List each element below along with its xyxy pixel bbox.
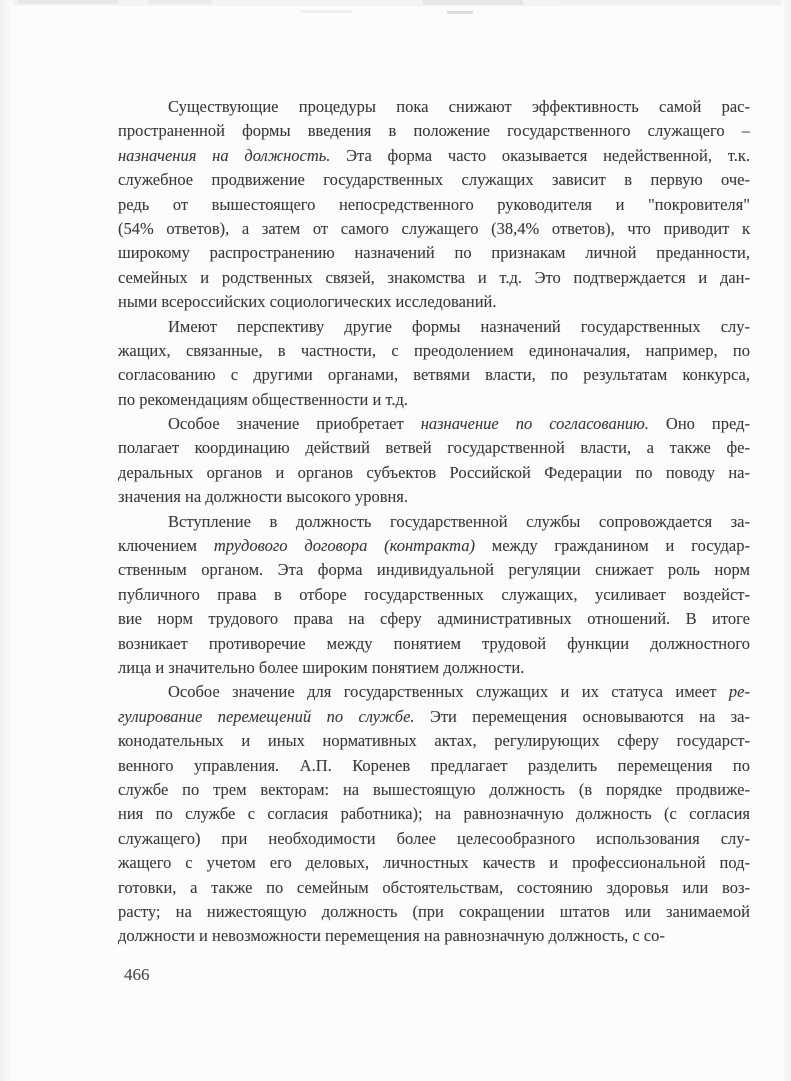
text-line [118,827,750,851]
text-line [118,119,750,143]
scan-edge-right [781,0,791,1081]
text-line [118,656,750,680]
text-line [118,217,750,241]
text-line [118,290,750,314]
text-segment: пространенной формы введения в положение государственного служащего – [118,121,750,141]
text-segment: Эта форма часто оказывается недейственной, т.к. [330,145,750,165]
scan-artifact-dash [423,0,523,5]
scan-artifact-dash [148,0,212,4]
scan-edge-left [0,0,13,1081]
text-segment: Оно пред- [648,414,750,434]
text-segment: публичного права в отборе государственных служащих, усиливает воздейст- [118,584,750,604]
text-segment: готовки, а также по семейным обстоятельствам, состоянию здоровья или воз- [118,877,750,897]
scan-artifact-dash [447,11,473,14]
text-line [118,680,750,704]
text-line [118,900,750,924]
text-line [118,583,750,607]
text-segment: (54% ответов), а затем от самого служащего (38,4% ответов), что приводит к [118,218,750,238]
scan-artifact-dash [300,10,352,13]
text-segment: редь от вышестоящего непосредственного руководителя и "покровителя" [118,194,750,214]
text-segment: жащих, связанные, в частности, с преодолением единоначалия, например, по [118,340,750,360]
text-line [118,558,750,582]
text-line [118,193,750,217]
text-segment: ственным органом. Эта форма индивидуальной регуляции снижает роль норм [118,560,750,580]
paragraph [118,412,750,510]
text-line [118,266,750,290]
text-line [118,388,750,412]
text-segment: Имеют перспективу другие формы назначений государственных слу- [168,316,750,336]
text-segment: согласованию с другими органами, ветвями власти, по результатам конкурса, [118,365,750,385]
text-segment: семейных и родственных связей, знакомства и т.д. Это подтверждается и дан- [118,267,750,287]
paragraph [118,315,750,413]
paragraph [118,510,750,681]
text-line [118,315,750,339]
text-segment: ными всероссийских социологических исследований. [118,292,497,312]
text-line [118,436,750,460]
paragraph [118,95,750,315]
text-line [118,851,750,875]
text-segment: Вступление в должность государственной службы сопровождается за- [168,511,750,531]
text-line [118,95,750,119]
text-line [118,363,750,387]
text-line [118,534,750,558]
text-segment: Эти перемещения основываются на за- [414,706,750,726]
text-segment: ния по службе с согласия работника); на равнозначную должность (с согласия [118,804,750,824]
text-line [118,802,750,826]
page-number: 466 [124,965,150,984]
italic-text-segment: назначения на должность. [118,145,331,165]
text-segment: жащего с учетом его деловых, личностных качеств и профессиональной под- [118,853,750,873]
text-segment: конодательных и иных нормативных актах, регулирующих сферу государст- [118,731,750,751]
text-line [118,485,750,509]
text-segment: венного управления. А.П. Коренев предлагает разделить перемещения по [118,755,750,775]
text-line [118,705,750,729]
italic-text-segment: ре- [728,682,750,702]
text-segment: значения на должности высокого уровня. [118,487,409,507]
text-segment: служащего) при необходимости более целесообразного использования слу- [118,828,750,848]
text-segment: лица и значительно более широким понятием должности. [118,657,525,677]
text-line [118,754,750,778]
text-line [118,144,750,168]
page-text [118,95,750,949]
text-segment: служебное продвижение государственных служащих зависит в первую оче- [118,170,750,190]
text-segment: службе по трем векторам: на вышестоящую должность (в порядке продвиже- [118,779,750,799]
text-segment: Особое значение для государственных служащих и их статуса имеет [168,682,729,702]
text-segment: вие норм трудового права на сферу административных отношений. В итоге [118,609,750,629]
text-segment: Существующие процедуры пока снижают эффективность самой рас- [168,97,750,116]
text-segment: полагает координацию действий ветвей государственной власти, а также фе- [118,438,750,458]
italic-text-segment: трудового договора (контракта) [213,536,475,556]
italic-text-segment: гулирование перемещений по службе. [118,706,415,726]
text-line [118,412,750,436]
text-segment: между гражданином и государ- [474,536,750,556]
text-segment: широкому распространению назначений по признакам личной преданности, [118,243,750,263]
text-line [118,876,750,900]
text-segment: должности и невозможности перемещения на равнозначную должность, с со- [118,926,665,946]
paragraph [118,680,750,948]
text-segment: по рекомендациям общественности и т.д. [118,389,409,409]
text-line [118,461,750,485]
text-line [118,607,750,631]
scan-artifact-dash [18,0,118,4]
text-line [118,778,750,802]
text-line [118,339,750,363]
text-segment: деральных органов и органов субъектов Российской Федерации по поводу на- [118,462,750,482]
text-line [118,729,750,753]
text-segment: возникает противоречие между понятием трудовой функции должностного [118,633,750,653]
text-line [118,168,750,192]
text-segment: расту; на нижестоящую должность (при сокращении штатов или занимаемой [118,901,750,921]
text-segment: ключением [118,536,214,556]
text-line [118,241,750,265]
scan-artifact-dash [560,0,790,4]
italic-text-segment: назначение по согласованию. [420,414,649,434]
text-line [118,510,750,534]
text-line [118,924,750,948]
text-line [118,632,750,656]
text-segment: Особое значение приобретает [168,414,421,434]
